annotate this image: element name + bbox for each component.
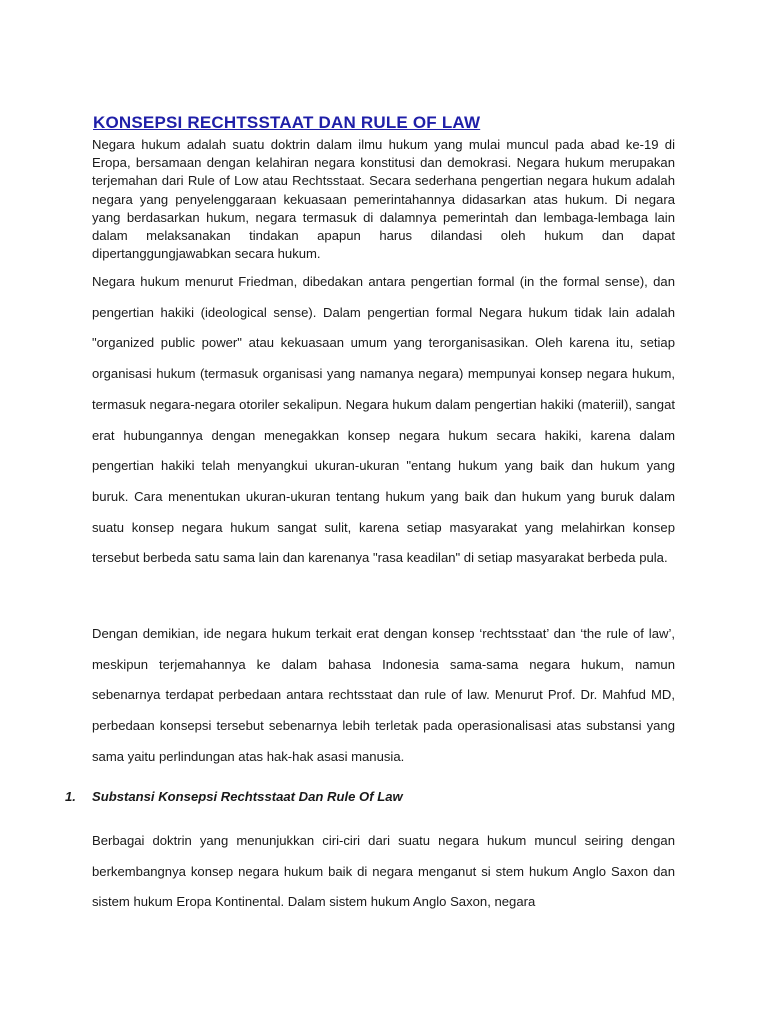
section-number: 1. <box>65 789 76 804</box>
paragraph-doktrin: Berbagai doktrin yang menunjukkan ciri-ciri dari suatu negara hukum muncul seiring dengan berkembangnya konsep negara hukum baik di negara menganut si stem hukum Anglo Saxon dan sistem hukum Eropa Kontinental. Dalam sistem hukum Anglo Saxon, negara <box>92 833 675 910</box>
document-title: KONSEPSI RECHTSSTAAT DAN RULE OF LAW <box>93 113 481 132</box>
section-heading-text: Substansi Konsepsi Rechtsstaat Dan Rule Of Law <box>92 789 403 804</box>
section-heading <box>65 789 403 804</box>
paragraph-friedman: Negara hukum menurut Friedman, dibedakan antara pengertian formal (in the formal sense), dan pengertian hakiki (ideological sense). Dalam pengertian formal Negara hukum tidak lain adalah "organized public power" atau kekuasaan umum yang terorganisasikan. Oleh karena itu, setiap organisasi hukum (termasuk organisasi yang namanya negara) mempunyai konsep negara hukum, termasuk negara-negara otoriler sekalipun. Negara hukum dalam pengertian hakiki (materiil), sangat erat hubungannya dengan menegakkan konsep negara hukum secara hakiki, karena dalam pengertian hakiki telah menyangkui ukuran-ukuran "entang hukum yang baik dan hukum yang buruk. Cara menentukan ukuran-ukuran tentang hukum yang baik dan hukum yang buruk dalam suatu konsep negara hukum sangat sulit, karena setiap masyarakat yang melahirkan konsep tersebut berbeda satu sama lain dan karenanya "rasa keadilan" di setiap masyarakat berbeda pula. <box>92 274 675 566</box>
paragraph-rechtsstaat-rule-of-law: Dengan demikian, ide negara hukum terkait erat dengan konsep ‘rechtsstaat’ dan ‘the rule of law’, meskipun terjemahannya ke dalam bahasa Indonesia sama-sama negara hukum, namun sebenarnya terdapat perbedaan antara rechtsstaat dan rule of law. Menurut Prof. Dr. Mahfud MD, perbedaan konsepsi tersebut sebenarnya lebih terletak pada operasionalisasi atas substansi yang sama yaitu perlindungan atas hak-hak asasi manusia. <box>92 626 675 764</box>
intro-paragraph: Negara hukum adalah suatu doktrin dalam ilmu hukum yang mulai muncul pada abad ke-19 di Eropa, bersamaan dengan kelahiran negara konstitusi dan demokrasi. Negara hukum merupakan terjemahan dari Rule of Low atau Rechtsstaat. Secara sederhana pengertian negara hukum adalah negara yang penyelenggaraan kekuasaan pemerintahannya didasarkan atas hukum. Di negara yang berdasarkan hukum, negara termasuk di dalamnya pemerintah dan lembaga-lembaga lain dalam melaksanakan tindakan apapun harus dilandasi oleh hukum dan dapat dipertanggungjawabkan secara hukum. <box>92 137 675 262</box>
